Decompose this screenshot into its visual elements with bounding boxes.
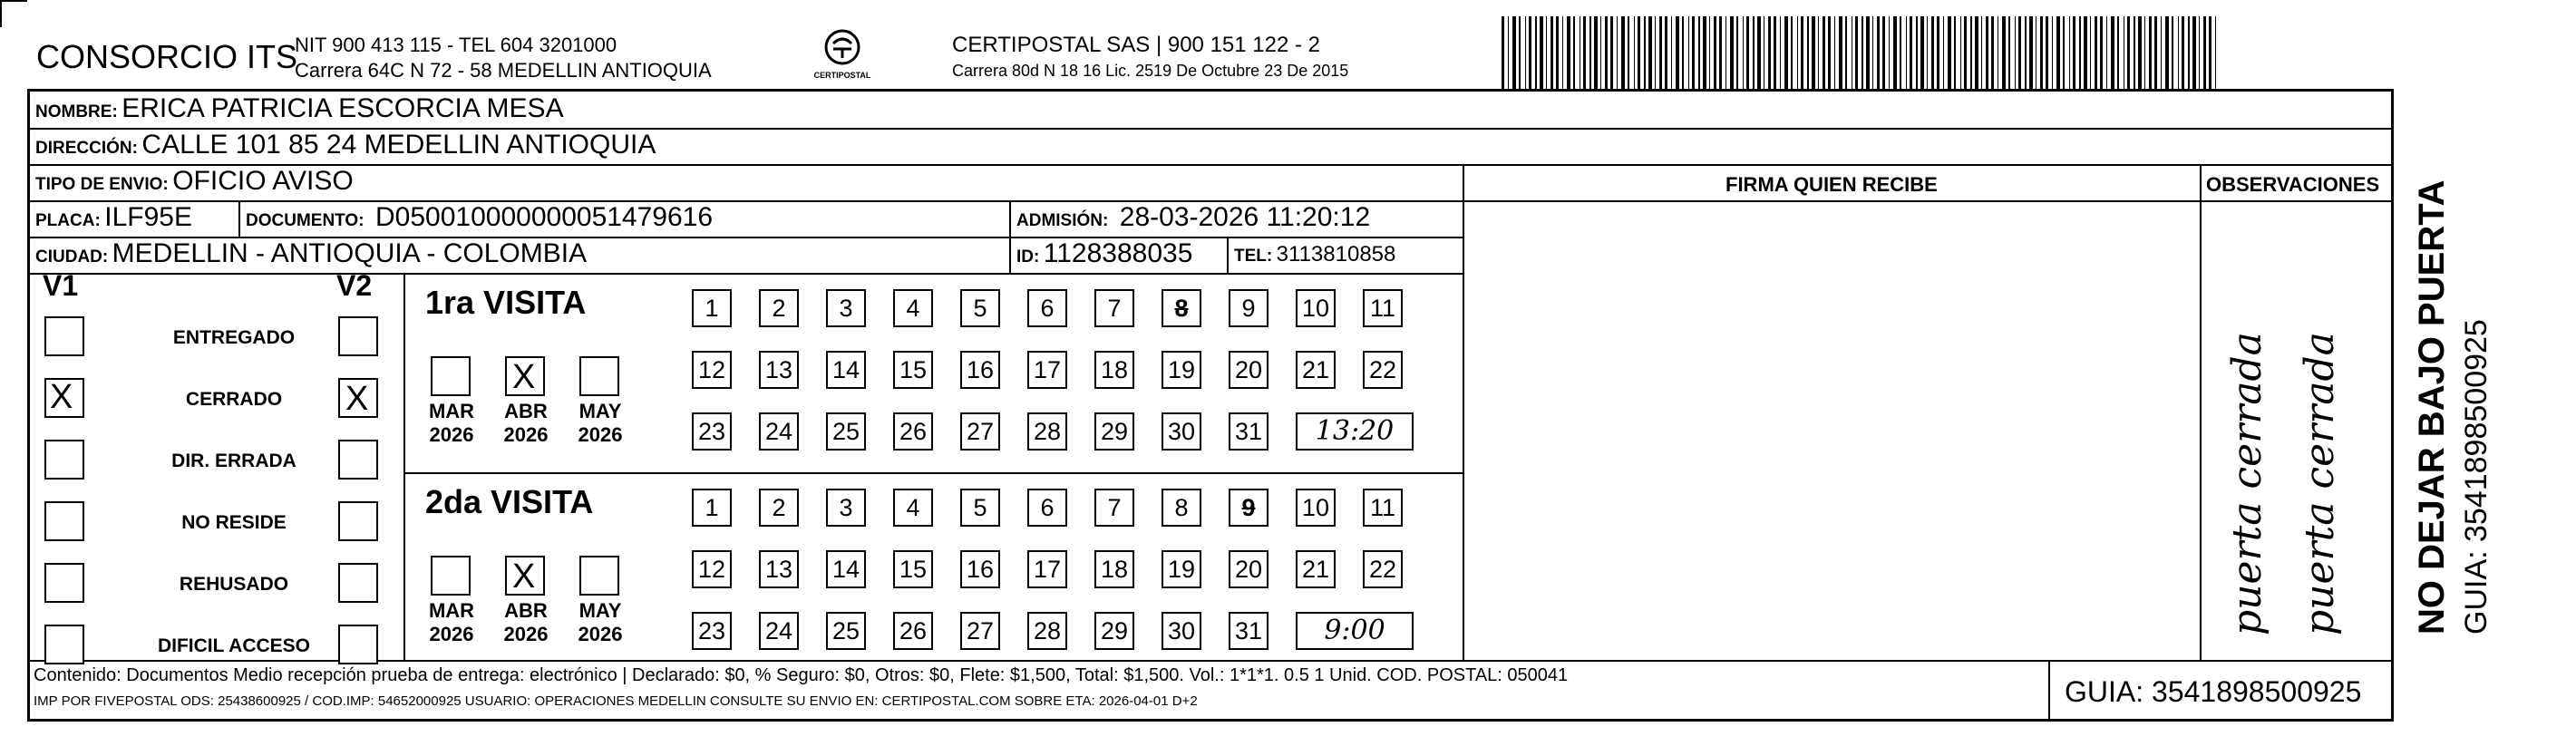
observaciones-label: OBSERVACIONES — [2206, 173, 2380, 196]
barcode-bar — [1682, 16, 1684, 89]
day-box[interactable]: 23 — [692, 612, 732, 650]
barcode-bar — [1746, 16, 1749, 89]
month-label — [570, 599, 630, 646]
company-address: Carrera 64C N 72 - 58 MEDELLIN ANTIOQUIA — [295, 59, 712, 82]
barcode-bar — [2008, 16, 2010, 89]
barcode-bar — [1937, 16, 1939, 89]
day-box[interactable]: 28 — [1027, 412, 1067, 451]
certipostal-info — [952, 33, 1348, 83]
day-box[interactable]: 10 — [1296, 489, 1336, 527]
id-value: 1128388035 — [1043, 238, 1193, 268]
barcode-bar — [1659, 16, 1662, 89]
direccion-label: DIRECCIÓN: — [35, 139, 138, 158]
observacion-handwriting-1: puerta cerrada — [2224, 332, 2270, 635]
day-box[interactable]: 9 — [1229, 489, 1269, 527]
barcode-bar — [1719, 16, 1722, 89]
barcode-bar — [1676, 16, 1679, 89]
barcode-bar — [2015, 16, 2016, 89]
barcode-bar — [1502, 16, 1504, 89]
day-box[interactable]: 25 — [826, 412, 866, 451]
month-label — [496, 400, 556, 447]
barcode-bar — [2040, 16, 2043, 89]
barcode-bar — [1546, 16, 1547, 89]
month-checkbox[interactable] — [579, 556, 619, 596]
barcode-bar — [1872, 16, 1873, 89]
day-box[interactable]: 1 — [692, 289, 732, 327]
barcode-bar — [1556, 16, 1559, 89]
v2-checkbox[interactable] — [338, 625, 378, 664]
barcode-bar — [1665, 16, 1667, 89]
day-box[interactable]: 5 — [960, 489, 1000, 527]
tipo-value: OFICIO AVISO — [172, 166, 354, 196]
barcode-bar — [1812, 16, 1815, 89]
day-box[interactable]: 26 — [893, 612, 933, 650]
barcode-bar — [1692, 16, 1695, 89]
tipo-row — [35, 166, 354, 197]
nombre-row — [35, 93, 564, 124]
month-label — [496, 599, 556, 646]
day-box[interactable]: 6 — [1027, 489, 1067, 527]
barcode-bar — [2138, 16, 2142, 89]
side-warning: NO DEJAR BAJO PUERTA — [2412, 179, 2452, 635]
day-box[interactable]: 24 — [759, 412, 799, 451]
barcode-bar — [1845, 16, 1847, 89]
barcode-bar — [2203, 16, 2206, 89]
firma-label: FIRMA QUIEN RECIBE — [1725, 173, 1938, 196]
v1-check-mark: X — [50, 378, 73, 416]
day-box[interactable]: 30 — [1162, 612, 1201, 650]
barcode-bar — [1823, 16, 1825, 89]
barcode-bar — [2018, 16, 2021, 89]
status-option-label: NO RESIDE — [181, 512, 287, 533]
tel-label: TEL: — [1234, 247, 1273, 266]
barcode-bar — [1910, 16, 1912, 89]
barcode-bar — [1784, 16, 1788, 89]
v1-checkbox[interactable] — [44, 625, 84, 664]
day-box[interactable]: 18 — [1094, 351, 1134, 389]
barcode-bar — [2106, 16, 2107, 89]
barcode-bar — [1943, 16, 1944, 89]
barcode-bar — [1583, 16, 1586, 89]
barcode-bar — [1889, 16, 1890, 89]
day-box[interactable]: 15 — [893, 550, 933, 588]
barcode-bar — [2154, 16, 2157, 89]
tel-value: 3113810858 — [1276, 242, 1396, 267]
day-box[interactable]: 17 — [1027, 550, 1067, 588]
month-name: MAR — [428, 400, 475, 422]
day-box[interactable]: 21 — [1296, 351, 1336, 389]
day-box[interactable]: 22 — [1363, 550, 1403, 588]
month-year: 2026 — [429, 423, 474, 446]
day-box[interactable]: 3 — [826, 289, 866, 327]
admision-value: 28-03-2026 11:20:12 — [1119, 202, 1371, 232]
barcode-bar — [1768, 16, 1771, 89]
nombre-value: ERICA PATRICIA ESCORCIA MESA — [122, 93, 564, 123]
barcode-bar — [1688, 16, 1689, 89]
barcode-bar — [1866, 16, 1870, 89]
day-box[interactable]: 4 — [893, 289, 933, 327]
barcode-bar — [1648, 16, 1652, 89]
barcode-bar — [1698, 16, 1700, 89]
barcode-bar — [1730, 16, 1734, 89]
day-box[interactable]: 20 — [1229, 550, 1269, 588]
barcode-bar — [2209, 16, 2211, 89]
barcode-bar — [1916, 16, 1918, 89]
v1-checkbox[interactable] — [44, 563, 84, 603]
day-box[interactable]: 26 — [893, 412, 933, 451]
footer-line-2: IMP POR FIVEPOSTAL ODS: 25438600925 / COD.IMP: 54652000925 USUARIO: OPERACIONES MEDELLIN CONSULTE SU ENVIO EN: CERTIPOSTAL.COM SOBRE ETA: 2026-04-01 D+2 — [34, 693, 1198, 709]
v1-label: V1 — [43, 269, 79, 302]
month-checkbox[interactable] — [505, 556, 545, 596]
barcode-bar — [2052, 16, 2053, 89]
day-box[interactable]: 12 — [692, 550, 732, 588]
barcode-bar — [1920, 16, 1924, 89]
v1-checkbox[interactable] — [44, 501, 84, 541]
certipostal-line: CERTIPOSTAL SAS | 900 151 122 - 2 — [952, 33, 1320, 57]
barcode-bar — [1948, 16, 1951, 89]
day-box[interactable]: 3 — [826, 489, 866, 527]
barcode-bar — [1877, 16, 1880, 89]
day-box[interactable]: 13 — [759, 351, 799, 389]
barcode-bar — [2046, 16, 2048, 89]
barcode-bar — [1714, 16, 1716, 89]
barcode-bar — [1834, 16, 1835, 89]
barcode-bar — [2127, 16, 2130, 89]
barcode-bar — [2117, 16, 2119, 89]
month-checkbox[interactable] — [579, 356, 619, 396]
barcode-bar — [1753, 16, 1755, 89]
day-box[interactable]: 14 — [826, 550, 866, 588]
visit-title: 2da VISITA — [425, 483, 594, 520]
barcode-bar — [2188, 16, 2190, 89]
ciudad-label: CIUDAD: — [35, 247, 109, 267]
company-info — [295, 33, 712, 83]
barcode-bar — [1594, 16, 1598, 89]
day-box[interactable]: 29 — [1094, 412, 1134, 451]
barcode-bar — [1709, 16, 1710, 89]
day-box[interactable]: 6 — [1027, 289, 1067, 327]
id-label: ID: — [1016, 247, 1040, 267]
barcode-bar — [2192, 16, 2196, 89]
day-box[interactable]: 11 — [1363, 289, 1403, 327]
v1-checkbox[interactable] — [44, 378, 84, 418]
day-box[interactable]: 17 — [1027, 351, 1067, 389]
visit-time[interactable]: 9:00 — [1296, 612, 1414, 650]
barcode-bar — [2025, 16, 2027, 89]
barcode-bar — [1818, 16, 1819, 89]
barcode-bar — [1550, 16, 1553, 89]
barcode-bar — [1535, 16, 1537, 89]
barcode-bar — [1655, 16, 1656, 89]
barcode-bar — [2056, 16, 2060, 89]
barcode-bar — [1508, 16, 1509, 89]
barcode-bar — [1567, 16, 1570, 89]
barcode-bar — [1525, 16, 1526, 89]
barcode-bar — [1931, 16, 1934, 89]
barcode-bar — [1986, 16, 1988, 89]
day-box[interactable]: 23 — [692, 412, 732, 451]
barcode-bar — [1757, 16, 1761, 89]
barcode-bar — [2134, 16, 2135, 89]
barcode-bar — [1562, 16, 1563, 89]
barcode-bar — [2149, 16, 2152, 89]
month-checkbox[interactable] — [505, 356, 545, 396]
day-box[interactable]: 27 — [960, 612, 1000, 650]
barcode-bar — [1600, 16, 1601, 89]
barcode-bar — [2215, 16, 2216, 89]
barcode-bar — [1954, 16, 1956, 89]
documento-row — [246, 202, 713, 233]
day-box[interactable]: 30 — [1162, 412, 1201, 451]
ciudad-value: MEDELLIN - ANTIOQUIA - COLOMBIA — [112, 238, 588, 268]
barcode-bar — [1862, 16, 1863, 89]
barcode-bar — [1573, 16, 1575, 89]
corner-mark — [0, 0, 27, 27]
day-box[interactable]: 16 — [960, 550, 1000, 588]
admision-label: ADMISIÓN: — [1016, 211, 1109, 230]
barcode-bar — [1791, 16, 1793, 89]
barcode-bar — [2079, 16, 2081, 89]
month-name: ABR — [504, 400, 548, 422]
placa-row — [35, 202, 192, 233]
tipo-label: TIPO DE ENVIO: — [35, 175, 169, 194]
month-name: MAY — [578, 400, 622, 422]
month-year: 2026 — [429, 623, 474, 645]
day-box[interactable]: 7 — [1094, 289, 1134, 327]
day-box[interactable]: 27 — [960, 412, 1000, 451]
status-option-label: CERRADO — [185, 389, 283, 410]
day-box[interactable]: 24 — [759, 612, 799, 650]
day-box[interactable]: 22 — [1363, 351, 1403, 389]
month-label — [570, 400, 630, 447]
barcode-bar — [1960, 16, 1961, 89]
barcode-bar — [2069, 16, 2070, 89]
logo-caption: CERTIPOSTAL — [813, 71, 871, 80]
nombre-label: NOMBRE: — [35, 102, 118, 121]
month-year: 2026 — [503, 623, 549, 645]
id-row — [1016, 238, 1192, 269]
certipostal-logo — [812, 25, 873, 83]
day-box[interactable]: 12 — [692, 351, 732, 389]
barcode-bar — [1906, 16, 1907, 89]
day-box[interactable]: 20 — [1229, 351, 1269, 389]
barcode-bar — [2063, 16, 2065, 89]
nit-line: NIT 900 413 115 - TEL 604 3201000 — [295, 34, 617, 56]
footer-guia: GUIA: 3541898500925 — [2065, 675, 2362, 708]
barcode-bar — [1605, 16, 1608, 89]
barcode-bar — [1828, 16, 1831, 89]
day-box[interactable]: 10 — [1296, 289, 1336, 327]
barcode-bar — [2090, 16, 2091, 89]
v2-checkbox[interactable] — [338, 440, 378, 480]
logo-icon — [812, 25, 873, 83]
direccion-row — [35, 130, 656, 160]
barcode-bar — [2100, 16, 2103, 89]
barcode-bar — [1725, 16, 1726, 89]
barcode-bar — [1893, 16, 1897, 89]
month-name: MAY — [578, 599, 622, 622]
barcode-bar — [1638, 16, 1640, 89]
month-checkbox[interactable] — [431, 356, 471, 396]
barcode-bar — [2073, 16, 2075, 89]
day-box[interactable]: 2 — [759, 489, 799, 527]
barcode-bar — [2029, 16, 2033, 89]
barcode-bar — [1975, 16, 1978, 89]
visit-title: 1ra VISITA — [425, 284, 587, 321]
placa-label: PLACA: — [35, 211, 101, 230]
status-option-label: REHUSADO — [179, 574, 289, 595]
v1-checkbox[interactable] — [44, 316, 84, 356]
barcode-bar — [1644, 16, 1646, 89]
day-box[interactable]: 19 — [1162, 351, 1201, 389]
admision-row — [1016, 202, 1370, 233]
day-box[interactable]: 29 — [1094, 612, 1134, 650]
day-box[interactable]: 14 — [826, 351, 866, 389]
barcode-bar — [1927, 16, 1928, 89]
barcode-bar — [1671, 16, 1672, 89]
day-box[interactable]: 18 — [1094, 550, 1134, 588]
day-box[interactable]: 8 — [1162, 489, 1201, 527]
tel-row — [1234, 242, 1395, 267]
month-year: 2026 — [503, 423, 549, 446]
barcode-bar — [1900, 16, 1901, 89]
barcode-bar — [1634, 16, 1635, 89]
barcode-bar — [1540, 16, 1543, 89]
barcode-bar — [1839, 16, 1842, 89]
v2-checkbox[interactable] — [338, 316, 378, 356]
barcode-bar — [1807, 16, 1809, 89]
barcode-bar — [1981, 16, 1982, 89]
v1-checkbox[interactable] — [44, 440, 84, 480]
day-box[interactable]: 9 — [1229, 289, 1269, 327]
day-box[interactable]: 19 — [1162, 550, 1201, 588]
day-box[interactable]: 5 — [960, 289, 1000, 327]
status-option-label: ENTREGADO — [172, 327, 296, 348]
barcode-bar — [2002, 16, 2006, 89]
day-box[interactable]: 11 — [1363, 489, 1403, 527]
barcode-bar — [1519, 16, 1521, 89]
barcode-bar — [2084, 16, 2087, 89]
day-box[interactable]: 31 — [1229, 412, 1269, 451]
day-box[interactable]: 13 — [759, 550, 799, 588]
day-box[interactable]: 25 — [826, 612, 866, 650]
month-check-mark: X — [512, 358, 536, 396]
v2-checkbox[interactable] — [338, 378, 378, 418]
day-box[interactable]: 1 — [692, 489, 732, 527]
day-box[interactable]: 7 — [1094, 489, 1134, 527]
barcode-bar — [1703, 16, 1706, 89]
barcode-bar — [1610, 16, 1613, 89]
month-check-mark: X — [512, 557, 536, 596]
month-checkbox[interactable] — [431, 556, 471, 596]
v2-checkbox[interactable] — [338, 501, 378, 541]
documento-value: D050010000000051479616 — [375, 202, 714, 232]
barcode-bar — [1991, 16, 1994, 89]
barcode-bar — [2172, 16, 2173, 89]
barcode-bar — [1589, 16, 1591, 89]
barcode-bar — [1797, 16, 1798, 89]
v2-label: V2 — [336, 269, 373, 302]
month-year: 2026 — [578, 423, 623, 446]
barcode-bar — [2165, 16, 2169, 89]
barcode-bar — [1628, 16, 1629, 89]
barcode-bar — [1801, 16, 1803, 89]
visit-time[interactable]: 13:20 — [1296, 412, 1414, 451]
company-name: CONSORCIO ITS — [36, 38, 298, 75]
v2-check-mark: X — [345, 380, 369, 418]
barcode-bar — [1774, 16, 1776, 89]
side-guia: GUIA: 3541898500925 — [2459, 319, 2493, 635]
day-box[interactable]: 4 — [893, 489, 933, 527]
month-label — [422, 599, 481, 646]
status-option-label: DIR. ERRADA — [171, 451, 296, 471]
day-box[interactable]: 2 — [759, 289, 799, 327]
day-box[interactable]: 15 — [893, 351, 933, 389]
barcode-bar — [2095, 16, 2097, 89]
barcode-bar — [1970, 16, 1972, 89]
v2-checkbox[interactable] — [338, 563, 378, 603]
barcode-bar — [1743, 16, 1744, 89]
barcode-bar — [2178, 16, 2179, 89]
day-box[interactable]: 21 — [1296, 550, 1336, 588]
barcode-bar — [1617, 16, 1618, 89]
barcode-bar — [2111, 16, 2114, 89]
barcode-bar — [1780, 16, 1781, 89]
footer-line-1: Contenido: Documentos Medio recepción prueba de entrega: electrónico | Declarado: $0, % Seguro: $0, Otros: $0, Flete: $1,500, Total: $1,500. Vol.: 1*1*1. 0.5 1 Unid. COD. POSTAL: 050041 — [34, 665, 1569, 685]
placa-value: ILF95E — [104, 202, 192, 232]
observacion-handwriting-2: puerta cerrada — [2297, 332, 2343, 635]
barcode-bar — [2182, 16, 2184, 89]
barcode-bar — [2161, 16, 2162, 89]
day-box[interactable]: 31 — [1229, 612, 1269, 650]
barcode-bar — [1855, 16, 1858, 89]
direccion-value: CALLE 101 85 24 MEDELLIN ANTIOQUIA — [141, 130, 656, 160]
barcode-bar — [1529, 16, 1531, 89]
barcode-bar — [1882, 16, 1885, 89]
shipping-form — [27, 89, 2394, 722]
ciudad-row — [35, 238, 587, 269]
day-box[interactable]: 28 — [1027, 612, 1067, 650]
barcode-bar — [1621, 16, 1625, 89]
month-label — [422, 400, 481, 447]
certipostal-address: Carrera 80d N 18 16 Lic. 2519 De Octubre 23 De 2015 — [952, 62, 1349, 80]
barcode — [1502, 16, 2218, 89]
month-name: MAR — [428, 599, 475, 622]
month-name: ABR — [504, 599, 548, 622]
month-year: 2026 — [578, 623, 623, 645]
barcode-bar — [1736, 16, 1738, 89]
barcode-bar — [1964, 16, 1967, 89]
day-box[interactable]: 16 — [960, 351, 1000, 389]
day-box[interactable]: 8 — [1162, 289, 1201, 327]
barcode-bar — [1512, 16, 1516, 89]
documento-label: DOCUMENTO: — [246, 211, 365, 230]
barcode-bar — [2144, 16, 2145, 89]
status-option-label: DIFICIL ACCESO — [157, 635, 310, 656]
barcode-bar — [2199, 16, 2200, 89]
